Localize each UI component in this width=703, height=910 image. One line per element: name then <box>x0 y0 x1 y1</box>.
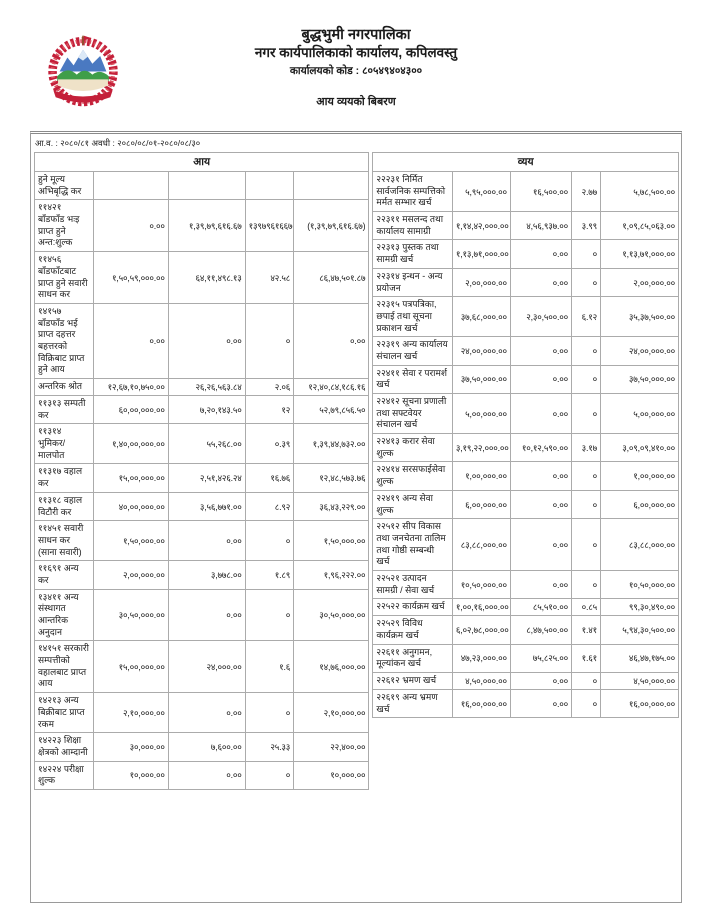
account-label: २२३१३ पुस्तक तथा सामग्री खर्च <box>373 240 452 268</box>
percent-cell: २.०६ <box>245 379 293 396</box>
table-row <box>35 733 369 761</box>
account-label: अन्तरिक श्रोत <box>35 379 94 396</box>
budget-amount-cell: १,५०,५९,०००.०० <box>93 252 168 304</box>
table-row <box>35 589 369 641</box>
account-label: ११६९१ अन्य कर <box>35 561 94 589</box>
table-row <box>373 394 679 434</box>
table-row <box>35 641 369 693</box>
actual-amount-cell: ०.०० <box>510 690 571 718</box>
budget-amount-cell: ५,९५,०००.०० <box>452 172 510 212</box>
balance-amount-cell: १४,७६,०००.०० <box>294 641 369 693</box>
percent-cell: ० <box>572 570 601 598</box>
account-label: १४२२३ शिक्षा क्षेत्रको आम्दानी <box>35 733 94 761</box>
actual-amount-cell: ४,५६,९३७.०० <box>510 212 571 240</box>
table-row <box>373 434 679 462</box>
budget-amount-cell: १,१४,४२,०००.०० <box>452 212 510 240</box>
budget-amount-cell: ३०,५०,०००.०० <box>93 589 168 641</box>
table-row <box>373 172 679 212</box>
table-row <box>35 561 369 589</box>
table-row <box>35 379 369 396</box>
budget-amount-cell: ५,००,०००.०० <box>452 394 510 434</box>
percent-cell: ० <box>245 521 293 561</box>
table-row <box>373 519 679 571</box>
actual-amount-cell: २६,२६,५६३.८४ <box>168 379 245 396</box>
table-row <box>373 616 679 644</box>
percent-cell: ० <box>572 673 601 690</box>
account-label: २२५२२ कार्यक्रम खर्च <box>373 599 452 616</box>
budget-amount-cell: ६,०२,७८,०००.०० <box>452 616 510 644</box>
income-header-row <box>35 153 369 172</box>
table-row <box>373 297 679 337</box>
table-row <box>373 673 679 690</box>
actual-amount-cell: ८,४७,५००.०० <box>510 616 571 644</box>
account-label: ११३१७ वहाल कर <box>35 464 94 492</box>
actual-amount-cell: २,५१,४२६.२४ <box>168 464 245 492</box>
percent-cell: ० <box>572 690 601 718</box>
budget-amount-cell: १,५०,०००.०० <box>93 521 168 561</box>
actual-amount-cell: ८५,५१०.०० <box>510 599 571 616</box>
table-row <box>373 462 679 490</box>
balance-amount-cell: २२,४००.०० <box>294 733 369 761</box>
account-label: २२४१९ अन्य सेवा शुल्क <box>373 490 452 518</box>
budget-amount-cell: १५,००,०००.०० <box>93 464 168 492</box>
balance-amount-cell: ०.०० <box>294 303 369 378</box>
actual-amount-cell: ०.०० <box>510 337 571 365</box>
table-row <box>35 464 369 492</box>
percent-cell: ० <box>572 337 601 365</box>
percent-cell: ० <box>572 490 601 518</box>
percent-cell: ६.१२ <box>572 297 601 337</box>
percent-cell: ० <box>572 519 601 571</box>
balance-amount-cell: १,१३,७१,०००.०० <box>601 240 679 268</box>
balance-amount-cell: १०,५०,०००.०० <box>601 570 679 598</box>
balance-amount-cell: ९९,३०,४९०.०० <box>601 599 679 616</box>
percent-cell: ०.८५ <box>572 599 601 616</box>
table-row <box>373 240 679 268</box>
income-section-title: आय <box>35 153 369 172</box>
account-label: हुने मूल्य अभिबृद्धि कर <box>35 172 94 200</box>
table-row <box>35 252 369 304</box>
balance-amount-cell: १,९६,२२२.०० <box>294 561 369 589</box>
budget-amount-cell: ३०,०००.०० <box>93 733 168 761</box>
budget-amount-cell: १२,६७,१०,७५०.०० <box>93 379 168 396</box>
percent-cell <box>245 172 293 200</box>
office-code: कार्यालयको कोड : ८०५४९४०४३०० <box>289 64 423 77</box>
balance-amount-cell: १,५०,०००.०० <box>294 521 369 561</box>
table-row <box>373 570 679 598</box>
account-label: ११४५१ सवारी साधन कर (साना सवारी) <box>35 521 94 561</box>
account-label: २२३१५ पत्रपत्रिका, छपाई तथा सूचना प्रकाशन खर्च <box>373 297 452 337</box>
budget-amount-cell <box>93 172 168 200</box>
balance-amount-cell: ५२,७९,८५६.५० <box>294 396 369 424</box>
account-label: २२६१२ भ्रमण खर्च <box>373 673 452 690</box>
balance-amount-cell: (१,३९,७९,६१६.६७) <box>294 200 369 252</box>
account-label: १४२१३ अन्य बिक्रीबाट प्राप्त रकम <box>35 693 94 733</box>
percent-cell: ८.९२ <box>245 492 293 520</box>
budget-amount-cell: २,००,०००.०० <box>452 268 510 296</box>
actual-amount-cell: ६४,११,४९८.१३ <box>168 252 245 304</box>
table-row <box>35 761 369 789</box>
nepal-emblem-logo <box>44 28 122 112</box>
statement-frame <box>30 131 682 903</box>
budget-amount-cell: ०.०० <box>93 200 168 252</box>
table-row <box>373 268 679 296</box>
actual-amount-cell <box>168 172 245 200</box>
actual-amount-cell: ०.०० <box>510 570 571 598</box>
account-label: २२५१२ सीप विकास तथा जनचेतना तालिम तथा गोष्ठी सम्बन्धी खर्च <box>373 519 452 571</box>
balance-amount-cell: २,१०,०००.०० <box>294 693 369 733</box>
budget-amount-cell: १५,००,०००.०० <box>93 641 168 693</box>
account-label: १४२२४ परीक्षा शुल्क <box>35 761 94 789</box>
percent-cell: ४२.५८ <box>245 252 293 304</box>
report-header <box>30 26 682 122</box>
table-row <box>35 303 369 378</box>
account-label: २२४१२ सूचना प्रणाली तथा सफ्टवेयर संचालन खर्च <box>373 394 452 434</box>
balance-amount-cell: १,००,०००.०० <box>601 462 679 490</box>
table-row <box>35 200 369 252</box>
percent-cell: ० <box>572 365 601 393</box>
table-row <box>373 337 679 365</box>
budget-amount-cell: २,१०,०००.०० <box>93 693 168 733</box>
account-label: १४१५७ बाँडफाँड भई प्राप्त दहत्तर बहत्तरको विक्रिबाट प्राप्त हुने आय <box>35 303 94 378</box>
account-label: ११३१८ वहाल विटौरी कर <box>35 492 94 520</box>
balance-amount-cell: १,०९,८५,०६३.०० <box>601 212 679 240</box>
actual-amount-cell: १०,१२,५९०.०० <box>510 434 571 462</box>
account-label: २२४१४ सरसफाईसेवा शुल्क <box>373 462 452 490</box>
expense-section-title: व्यय <box>373 153 679 172</box>
balance-amount-cell: २४,००,०००.०० <box>601 337 679 365</box>
table-row <box>373 690 679 718</box>
account-label: २२३१९ अन्य कार्यालय संचालन खर्च <box>373 337 452 365</box>
statement-columns <box>31 151 681 902</box>
account-label: ११४५६ बाँडफाँटबाट प्राप्त हुने सवारी साधन कर <box>35 252 94 304</box>
report-title: आय व्ययको बिबरण <box>316 95 396 108</box>
budget-amount-cell: २४,००,०००.०० <box>452 337 510 365</box>
account-label: २२४१३ करार सेवा शुल्क <box>373 434 452 462</box>
percent-cell: १३९७९६१६६७ <box>245 200 293 252</box>
budget-amount-cell: ४०,००,०००.०० <box>93 492 168 520</box>
balance-amount-cell: ५,००,०००.०० <box>601 394 679 434</box>
balance-amount-cell: ५,७८,५००.०० <box>601 172 679 212</box>
percent-cell: १६.७६ <box>245 464 293 492</box>
percent-cell: ० <box>245 303 293 378</box>
budget-amount-cell: १,००,०००.०० <box>452 462 510 490</box>
table-row <box>373 365 679 393</box>
percent-cell: ० <box>572 394 601 434</box>
actual-amount-cell: ७५,८२५.०० <box>510 644 571 672</box>
percent-cell: ३.९९ <box>572 212 601 240</box>
account-label: ११४२१ बाँडफाँड भःइ प्राप्त हुने अन्त:शुल्क <box>35 200 94 252</box>
budget-amount-cell: १०,५०,०००.०० <box>452 570 510 598</box>
actual-amount-cell: ३,५६,७७१.०० <box>168 492 245 520</box>
fiscal-period-line: आ.व. : २०८०/८१ अवधी : २०८०/०८/०१-२०८०/०८/३० <box>35 138 201 148</box>
budget-amount-cell: १,१३,७१,०००.०० <box>452 240 510 268</box>
actual-amount-cell: ०.०० <box>168 589 245 641</box>
actual-amount-cell: ०.०० <box>510 519 571 571</box>
table-row <box>373 644 679 672</box>
actual-amount-cell: १६,५००.०० <box>510 172 571 212</box>
account-label: ११३१३ सम्पती कर <box>35 396 94 424</box>
income-table <box>34 152 369 790</box>
budget-amount-cell: २,००,०००.०० <box>93 561 168 589</box>
percent-cell: १.६१ <box>572 644 601 672</box>
balance-amount-cell: १६,००,०००.०० <box>601 690 679 718</box>
account-label: २२४११ सेवा र परामर्श खर्च <box>373 365 452 393</box>
percent-cell: ० <box>572 462 601 490</box>
table-row <box>35 693 369 733</box>
balance-amount-cell: ४६,४७,१७५.०० <box>601 644 679 672</box>
percent-cell: ० <box>245 693 293 733</box>
account-label: २२३११ मसलन्द तथा कार्यालय सामाग्री <box>373 212 452 240</box>
balance-amount-cell <box>294 172 369 200</box>
account-label: ११३१४ भुमिकर/ मालपोत <box>35 424 94 464</box>
actual-amount-cell: ०.०० <box>168 303 245 378</box>
actual-amount-cell: ०.०० <box>168 693 245 733</box>
table-row <box>35 424 369 464</box>
balance-amount-cell: ३६,४३,२२९.०० <box>294 492 369 520</box>
balance-amount-cell: १०,०००.०० <box>294 761 369 789</box>
percent-cell: ०.३९ <box>245 424 293 464</box>
budget-amount-cell: ३७,६८,०००.०० <box>452 297 510 337</box>
account-label: २२६११ अनुगमन, मूल्यांकन खर्च <box>373 644 452 672</box>
percent-cell: १.८९ <box>245 561 293 589</box>
balance-amount-cell: ५,९४,३०,५००.०० <box>601 616 679 644</box>
table-row <box>373 212 679 240</box>
balance-amount-cell: ३,०९,०९,४१०.०० <box>601 434 679 462</box>
account-label: २२६१९ अन्य भ्रमण खर्च <box>373 690 452 718</box>
actual-amount-cell: ०.०० <box>168 761 245 789</box>
table-row <box>35 396 369 424</box>
budget-amount-cell: ४,५०,०००.०० <box>452 673 510 690</box>
budget-amount-cell: ६,००,०००.०० <box>452 490 510 518</box>
actual-amount-cell: ०.०० <box>510 490 571 518</box>
account-label: १३४११ अन्य संस्थागत आन्तरिक अनुदान <box>35 589 94 641</box>
table-row <box>35 521 369 561</box>
actual-amount-cell: १,३९,७९,६१६.६७ <box>168 200 245 252</box>
balance-amount-cell: १,३९,४४,७३२.०० <box>294 424 369 464</box>
budget-amount-cell: १,००,१६,०००.०० <box>452 599 510 616</box>
balance-amount-cell: १२,४०,८४,१८६.१६ <box>294 379 369 396</box>
percent-cell: १.६ <box>245 641 293 693</box>
balance-amount-cell: ८३,८८,०००.०० <box>601 519 679 571</box>
balance-amount-cell: १२,४८,५७३.७६ <box>294 464 369 492</box>
budget-amount-cell: १६,००,०००.०० <box>452 690 510 718</box>
expense-table <box>372 152 679 718</box>
percent-cell: १२ <box>245 396 293 424</box>
budget-amount-cell: ३७,५०,०००.०० <box>452 365 510 393</box>
percent-cell: ० <box>245 589 293 641</box>
actual-amount-cell: ०.०० <box>510 394 571 434</box>
table-row <box>35 172 369 200</box>
account-label: २२३१४ इन्धन - अन्य प्रयोजन <box>373 268 452 296</box>
actual-amount-cell: ७,६००.०० <box>168 733 245 761</box>
expense-header-row <box>373 153 679 172</box>
balance-amount-cell: ४,५०,०००.०० <box>601 673 679 690</box>
percent-cell: २.७७ <box>572 172 601 212</box>
percent-cell: २५.३३ <box>245 733 293 761</box>
municipality-name: बुद्धभुमी नगरपालिका <box>301 27 411 43</box>
office-name: नगर कार्यपालिकाको कार्यालय, कपिलवस्तु <box>254 45 458 61</box>
percent-cell: ० <box>245 761 293 789</box>
table-row <box>373 490 679 518</box>
percent-cell: १.४१ <box>572 616 601 644</box>
table-row <box>35 492 369 520</box>
actual-amount-cell: ७,२०,१४३.५० <box>168 396 245 424</box>
budget-amount-cell: ८३,८८,०००.०० <box>452 519 510 571</box>
budget-amount-cell: ०.०० <box>93 303 168 378</box>
actual-amount-cell: ५५,२६८.०० <box>168 424 245 464</box>
account-label: २२२३१ निर्मित सार्वजनिक सम्पत्तिको मर्मत सम्भार खर्च <box>373 172 452 212</box>
actual-amount-cell: ०.०० <box>168 521 245 561</box>
budget-amount-cell: ६०,००,०००.०० <box>93 396 168 424</box>
balance-amount-cell: ३७,५०,०००.०० <box>601 365 679 393</box>
account-label: २२५२१ उत्पादन सामग्री / सेवा खर्च <box>373 570 452 598</box>
percent-cell: ० <box>572 268 601 296</box>
budget-amount-cell: १,४०,००,०००.०० <box>93 424 168 464</box>
account-label: २२५२९ विविध कार्यक्रम खर्च <box>373 616 452 644</box>
table-row <box>373 599 679 616</box>
percent-cell: ० <box>572 240 601 268</box>
balance-amount-cell: ३०,५०,०००.०० <box>294 589 369 641</box>
budget-amount-cell: ४७,२३,०००.०० <box>452 644 510 672</box>
balance-amount-cell: ६,००,०००.०० <box>601 490 679 518</box>
budget-amount-cell: ३,१९,२२,०००.०० <box>452 434 510 462</box>
actual-amount-cell: २४,०००.०० <box>168 641 245 693</box>
actual-amount-cell: ०.०० <box>510 673 571 690</box>
percent-cell: ३.१७ <box>572 434 601 462</box>
actual-amount-cell: ०.०० <box>510 365 571 393</box>
balance-amount-cell: २,००,०००.०० <box>601 268 679 296</box>
actual-amount-cell: ०.०० <box>510 240 571 268</box>
account-label: १४१५१ सरकारी सम्पत्तीको वहालबाट प्राप्त आय <box>35 641 94 693</box>
balance-amount-cell: ३५,३७,५००.०० <box>601 297 679 337</box>
budget-amount-cell: १०,०००.०० <box>93 761 168 789</box>
actual-amount-cell: २,३०,५००.०० <box>510 297 571 337</box>
balance-amount-cell: ८६,४७,५०१.८७ <box>294 252 369 304</box>
actual-amount-cell: ०.०० <box>510 462 571 490</box>
actual-amount-cell: ०.०० <box>510 268 571 296</box>
actual-amount-cell: ३,७७८.०० <box>168 561 245 589</box>
